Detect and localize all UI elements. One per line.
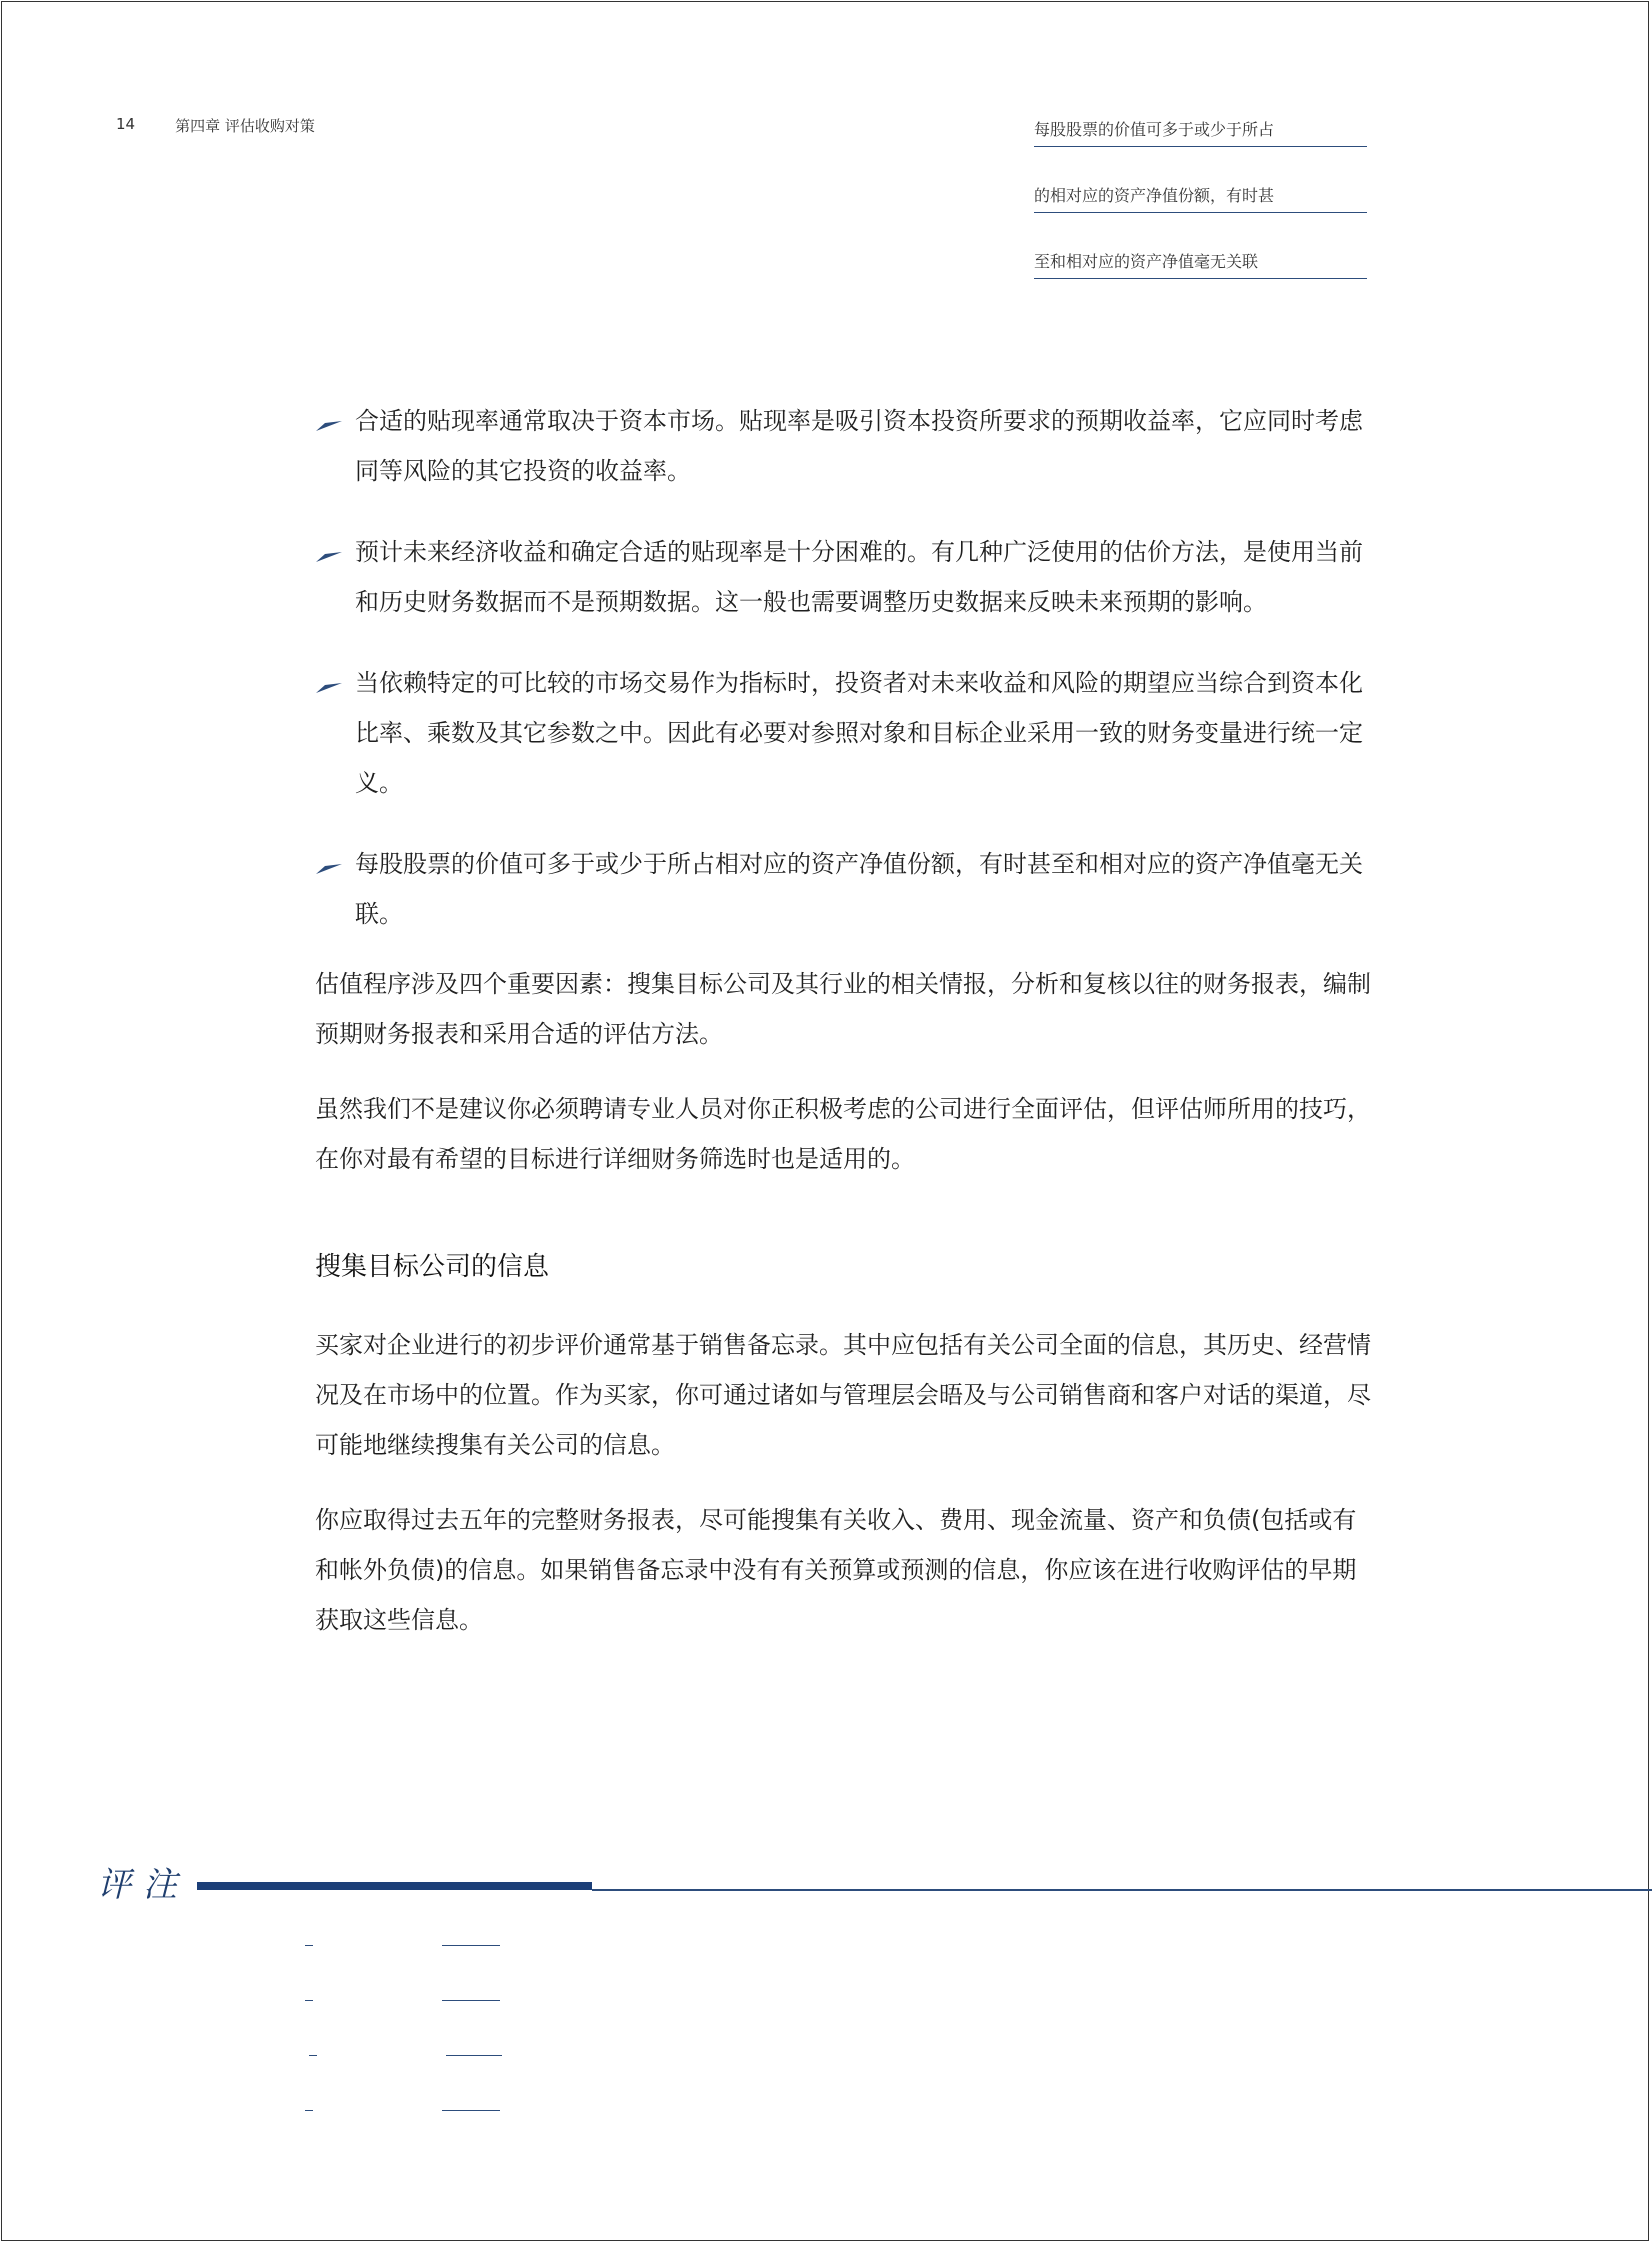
note-line-tick xyxy=(309,2055,317,2056)
bullet-item xyxy=(315,839,1375,939)
pull-quote-line: 至和相对应的资产净值毫无关联 xyxy=(1034,245,1367,279)
note-line-tick xyxy=(305,2110,313,2111)
arrow-bullet-icon xyxy=(315,675,343,695)
chapter-title: 第四章 评估收购对策 xyxy=(175,117,315,135)
pull-quote-line: 的相对应的资产净值份额，有时甚 xyxy=(1034,179,1367,213)
pull-quote-line: 每股股票的价值可多于或少于所占 xyxy=(1034,113,1367,147)
notes-accent-bar xyxy=(197,1882,592,1890)
bullet-item xyxy=(315,396,1375,496)
note-line[interactable] xyxy=(442,1945,500,1946)
body-paragraph: 买家对企业进行的初步评价通常基于销售备忘录。其中应包括有关公司全面的信息，其历史、经营情况及在市场中的位置。作为买家，你可通过诸如与管理层会晤及与公司销售商和客户对话的渠道，尽可能地继续搜集有关公司的信息。 xyxy=(315,1331,1371,1459)
main-content xyxy=(315,396,1375,1670)
bullet-text: 每股股票的价值可多于或少于所占相对应的资产净值份额，有时甚至和相对应的资产净值毫无关联。 xyxy=(355,850,1363,928)
page-number: 14 xyxy=(116,115,136,133)
arrow-bullet-icon xyxy=(315,856,343,876)
note-line[interactable] xyxy=(442,2110,500,2111)
body-paragraph: 你应取得过去五年的完整财务报表，尽可能搜集有关收入、费用、现金流量、资产和负债(包括或有和帐外负债)的信息。如果销售备忘录中没有有关预算或预测的信息，你应该在进行收购评估的早期获取这些信息。 xyxy=(315,1506,1357,1634)
note-line-tick xyxy=(305,1945,313,1946)
arrow-bullet-icon xyxy=(315,544,343,564)
note-line[interactable] xyxy=(442,2000,500,2001)
running-header xyxy=(116,115,315,136)
notes-heading: 评注 xyxy=(97,1865,189,1905)
bullet-text: 当依赖特定的可比较的市场交易作为指标时，投资者对未来收益和风险的期望应当综合到资本化比率、乘数及其它参数之中。因此有必要对参照对象和目标企业采用一致的财务变量进行统一定义。 xyxy=(355,669,1363,797)
note-line-tick xyxy=(305,2000,313,2001)
body-paragraph: 估值程序涉及四个重要因素：搜集目标公司及其行业的相关情报，分析和复核以往的财务报表，编制预期财务报表和采用合适的评估方法。 xyxy=(315,970,1371,1048)
bullet-item xyxy=(315,527,1375,627)
pull-quote xyxy=(1034,113,1367,311)
section-heading: 搜集目标公司的信息 xyxy=(315,1252,550,1282)
bullet-text: 合适的贴现率通常取决于资本市场。贴现率是吸引资本投资所要求的预期收益率，它应同时考虑同等风险的其它投资的收益率。 xyxy=(355,407,1363,485)
bullet-item xyxy=(315,658,1375,808)
bullet-text: 预计未来经济收益和确定合适的贴现率是十分困难的。有几种广泛使用的估价方法，是使用当前和历史财务数据而不是预期数据。这一般也需要调整历史数据来反映未来预期的影响。 xyxy=(355,538,1363,616)
note-line[interactable] xyxy=(446,2055,502,2056)
body-paragraph: 虽然我们不是建议你必须聘请专业人员对你正积极考虑的公司进行全面评估，但评估师所用的技巧，在你对最有希望的目标进行详细财务筛选时也是适用的。 xyxy=(315,1095,1371,1173)
arrow-bullet-icon xyxy=(315,413,343,433)
notes-rule xyxy=(592,1889,1652,1891)
